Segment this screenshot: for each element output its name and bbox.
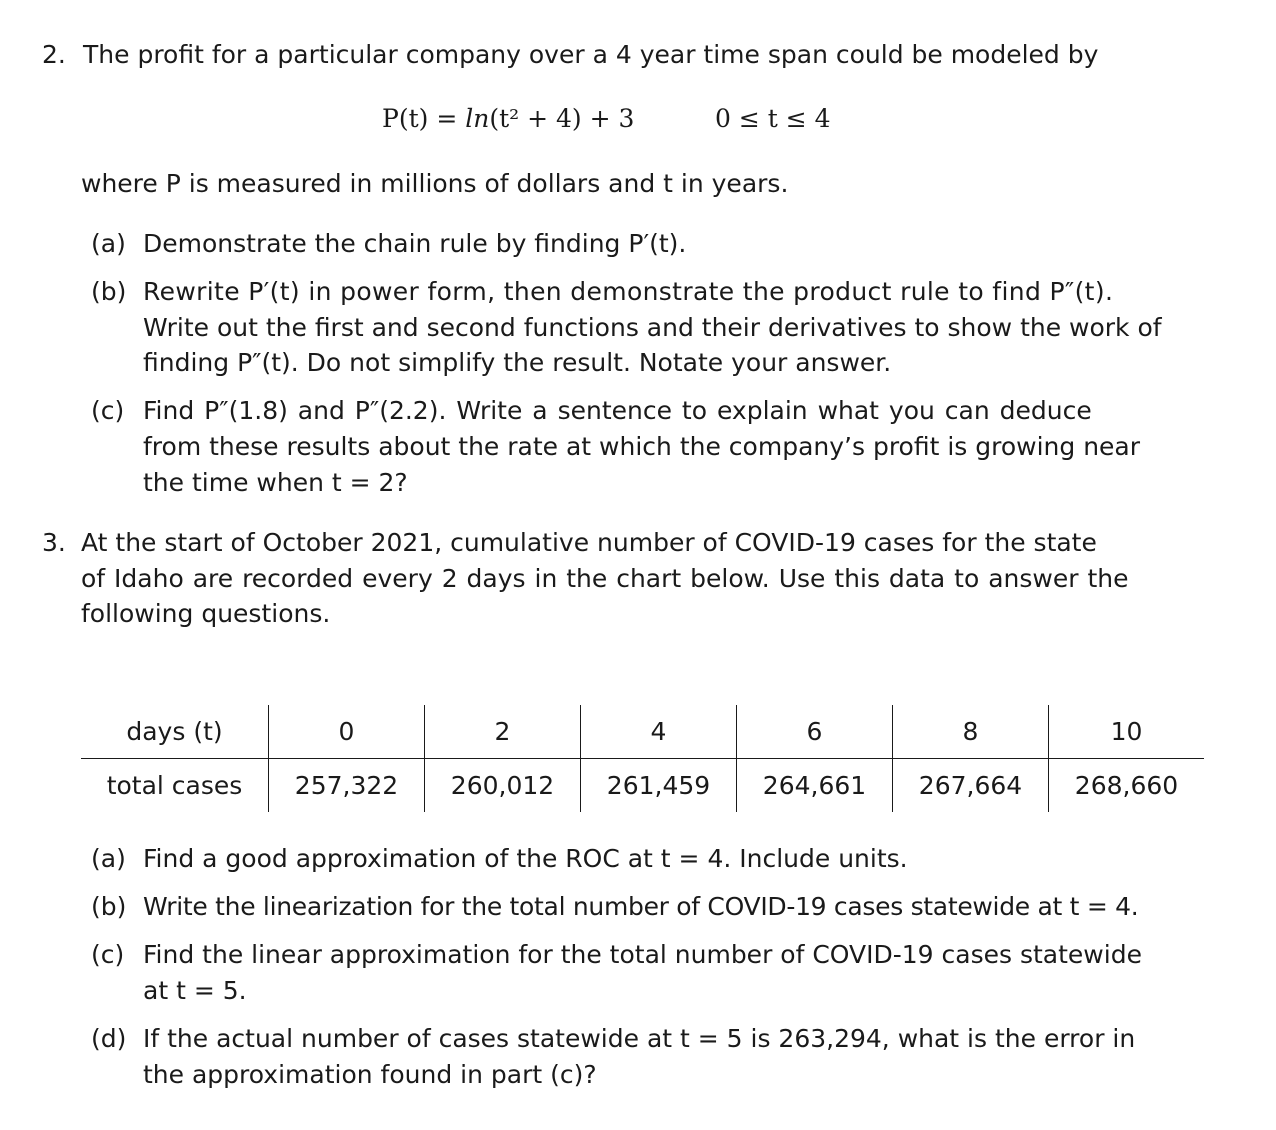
- table-row-cases: [81, 759, 1204, 813]
- q2-part-b-label: (b): [91, 277, 127, 306]
- days-cell: 4: [581, 705, 737, 759]
- q3-part-b-label: (b): [91, 892, 127, 921]
- q3-part-c-label: (c): [91, 940, 125, 969]
- q3-line3: following questions.: [81, 599, 331, 628]
- q3-part-c-line2: at t = 5.: [143, 976, 247, 1005]
- days-header: days (t): [81, 705, 269, 759]
- cases-cell: 268,660: [1049, 759, 1205, 813]
- cases-cell: 257,322: [269, 759, 425, 813]
- q3-part-b-text: Write the linearization for the total number of COVID-19 cases statewide at t = 4.: [143, 892, 1139, 921]
- q3-part-a-text: Find a good approximation of the ROC at t = 4. Include units.: [143, 844, 908, 873]
- cases-cell: 260,012: [425, 759, 581, 813]
- q3-part-d-line1: If the actual number of cases statewide at t = 5 is 263,294, what is the error in: [143, 1024, 1136, 1053]
- cases-cell: 261,459: [581, 759, 737, 813]
- q3-part-d-label: (d): [91, 1024, 127, 1053]
- q2-part-a-text: Demonstrate the chain rule by finding P′(t).: [143, 229, 687, 258]
- q2-equation-lhs: P(t) =: [382, 104, 458, 133]
- cases-cell: 267,664: [893, 759, 1049, 813]
- q3-line1: At the start of October 2021, cumulative number of COVID-19 cases for the state: [81, 528, 1097, 557]
- cases-cell: 264,661: [737, 759, 893, 813]
- q2-part-c-line2: from these results about the rate at which the company’s profit is growing near: [143, 432, 1141, 461]
- q3-number: 3.: [42, 528, 66, 557]
- q2-equation-domain: 0 ≤ t ≤ 4: [715, 104, 831, 133]
- q2-part-c-line3: the time when t = 2?: [143, 468, 408, 497]
- q3-part-d-line2: the approximation found in part (c)?: [143, 1060, 597, 1089]
- q2-part-c-label: (c): [91, 396, 125, 425]
- q2-part-b-line1: Rewrite P′(t) in power form, then demonstrate the product rule to find P″(t).: [143, 277, 1114, 306]
- table-row-days: [81, 705, 1204, 759]
- q2-part-b-line3: finding P″(t). Do not simplify the result. Notate your answer.: [143, 348, 892, 377]
- q2-where: where P is measured in millions of dollars and t in years.: [81, 169, 789, 198]
- q3-part-a-label: (a): [91, 844, 126, 873]
- q3-part-c-line1: Find the linear approximation for the total number of COVID-19 cases statewide: [143, 940, 1142, 969]
- q2-equation-arg: (t² + 4) + 3: [489, 104, 635, 133]
- days-cell: 0: [269, 705, 425, 759]
- days-cell: 2: [425, 705, 581, 759]
- q2-number: 2.: [42, 40, 66, 69]
- q2-equation-fn: ln: [465, 104, 490, 133]
- q2-intro: The profit for a particular company over a 4 year time span could be modeled by: [83, 40, 1099, 69]
- days-cell: 8: [893, 705, 1049, 759]
- covid-cases-table: [81, 705, 1204, 812]
- q2-part-b-line2: Write out the first and second functions and their derivatives to show the work of: [143, 313, 1162, 342]
- days-cell: 6: [737, 705, 893, 759]
- q2-part-a-label: (a): [91, 229, 126, 258]
- q2-equation: [382, 104, 634, 133]
- days-cell: 10: [1049, 705, 1205, 759]
- q2-part-c-line1: Find P″(1.8) and P″(2.2). Write a sentence to explain what you can deduce: [143, 396, 1092, 425]
- q3-line2: of Idaho are recorded every 2 days in the chart below. Use this data to answer the: [81, 564, 1129, 593]
- cases-header: total cases: [106, 771, 243, 800]
